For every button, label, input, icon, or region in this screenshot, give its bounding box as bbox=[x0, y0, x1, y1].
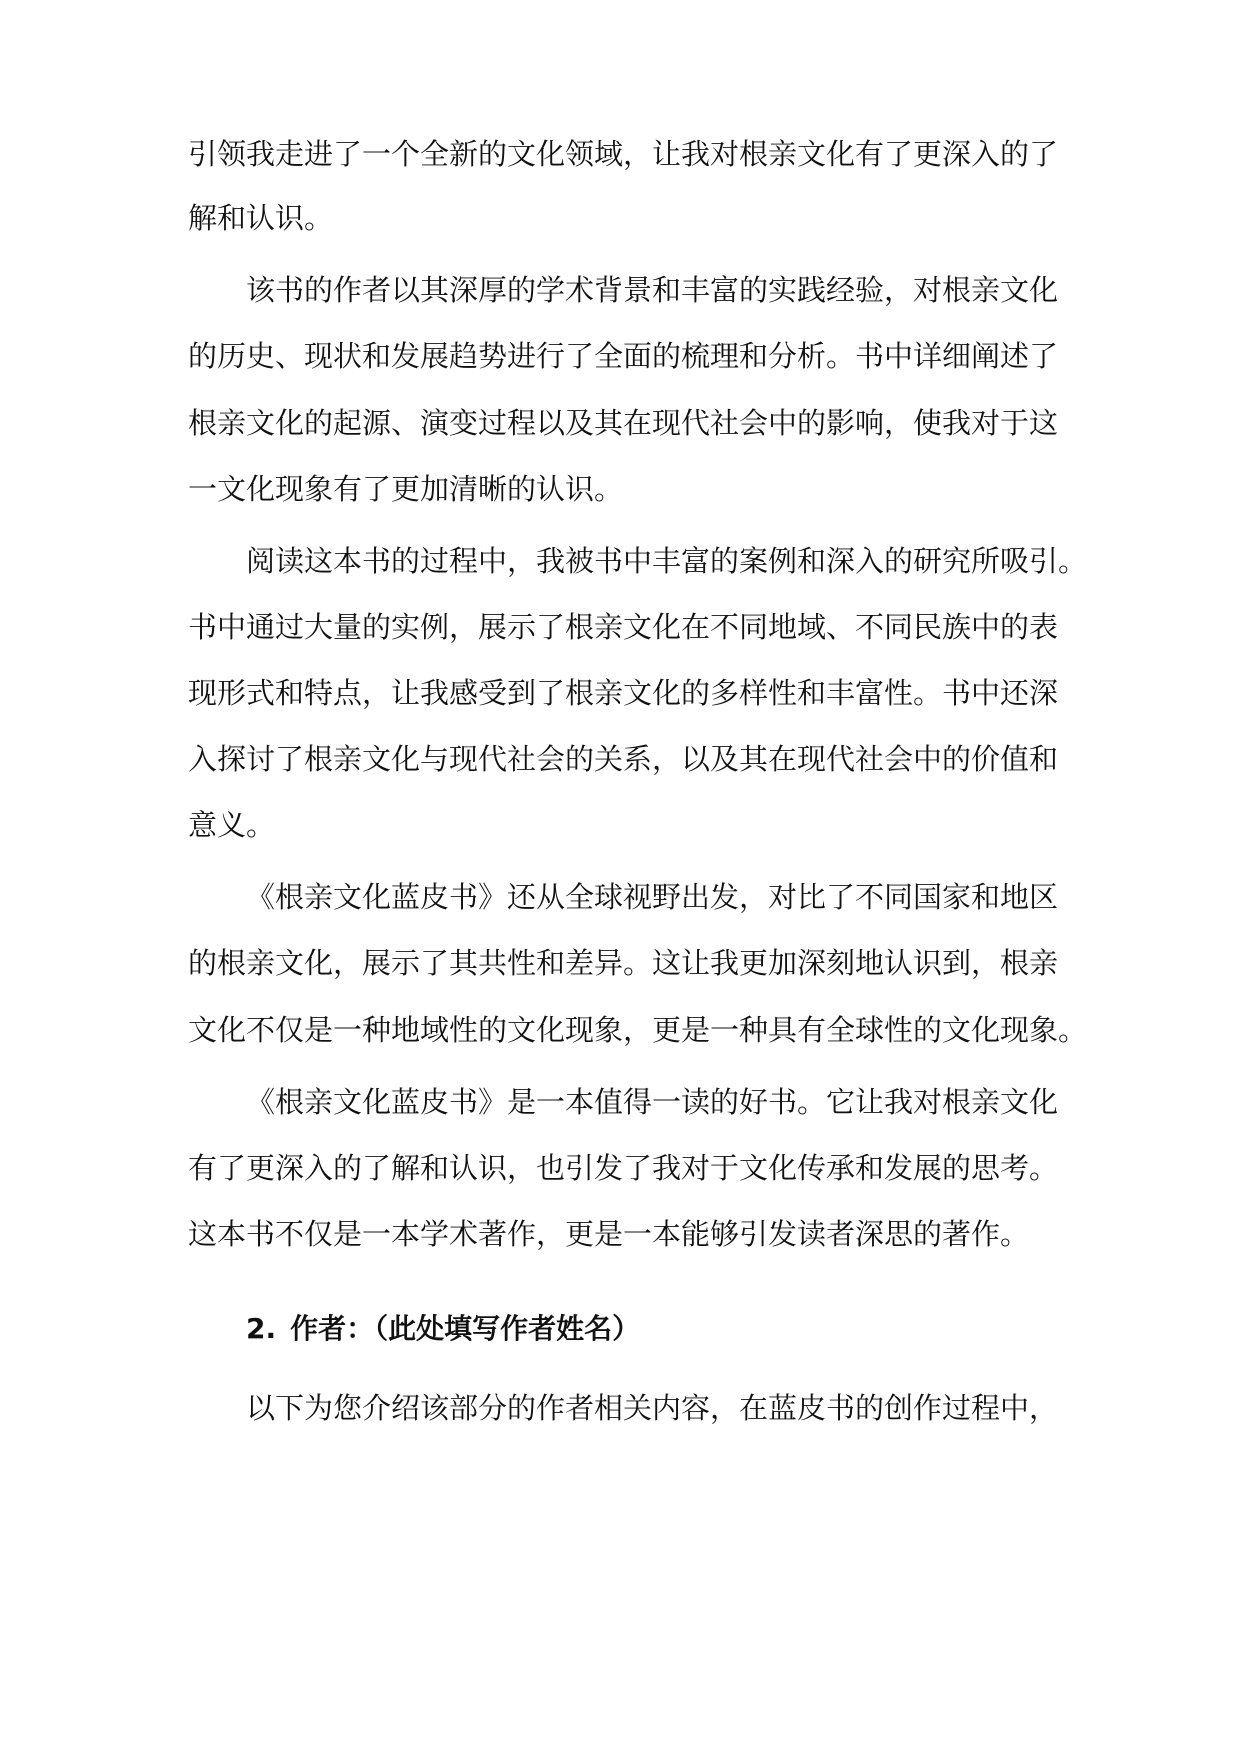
paragraph-3-line-5: 意义。 bbox=[188, 808, 276, 842]
paragraph-3-line-2: 书中通过大量的实例，展示了根亲文化在不同地域、不同民族中的表 bbox=[188, 610, 1059, 644]
paragraph-1-line-1: 引领我走进了一个全新的文化领域，让我对根亲文化有了更深入的了 bbox=[188, 137, 1059, 171]
paragraph-2-line-3: 根亲文化的起源、演变过程以及其在现代社会中的影响，使我对于这 bbox=[188, 406, 1059, 440]
paragraph-3-line-4: 入探讨了根亲文化与现代社会的关系，以及其在现代社会中的价值和 bbox=[188, 742, 1059, 776]
paragraph-4-line-3: 文化不仅是一种地域性的文化现象，更是一种具有全球性的文化现象。 bbox=[188, 1013, 1088, 1047]
paragraph-2-line-1: 该书的作者以其深厚的学术背景和丰富的实践经验，对根亲文化 bbox=[246, 273, 1059, 307]
section-heading bbox=[246, 1307, 640, 1351]
paragraph-4-line-1: 《根亲文化蓝皮书》还从全球视野出发，对比了不同国家和地区 bbox=[246, 880, 1059, 914]
paragraph-2-line-2: 的历史、现状和发展趋势进行了全面的梳理和分析。书中详细阐述了 bbox=[188, 339, 1059, 373]
section-number: 2. bbox=[246, 1312, 277, 1345]
paragraph-5-line-2: 有了更深入的了解和认识，也引发了我对于文化传承和发展的思考。 bbox=[188, 1151, 1059, 1185]
section-paragraph-line-1: 以下为您介绍该部分的作者相关内容，在蓝皮书的创作过程中， bbox=[246, 1391, 1059, 1425]
paragraph-5-line-1: 《根亲文化蓝皮书》是一本值得一读的好书。它让我对根亲文化 bbox=[246, 1085, 1059, 1119]
paragraph-3-line-3: 现形式和特点，让我感受到了根亲文化的多样性和丰富性。书中还深 bbox=[188, 676, 1059, 710]
paragraph-4-line-2: 的根亲文化，展示了其共性和差异。这让我更加深刻地认识到，根亲 bbox=[188, 946, 1059, 980]
paragraph-3-line-1: 阅读这本书的过程中，我被书中丰富的案例和深入的研究所吸引。 bbox=[246, 544, 1088, 578]
paragraph-1-line-2: 解和认识。 bbox=[188, 201, 334, 235]
section-title: 作者：（此处填写作者姓名） bbox=[290, 1312, 641, 1345]
paragraph-2-line-4: 一文化现象有了更加清晰的认识。 bbox=[188, 472, 624, 506]
paragraph-5-line-3: 这本书不仅是一本学术著作，更是一本能够引发读者深思的著作。 bbox=[188, 1217, 1030, 1251]
